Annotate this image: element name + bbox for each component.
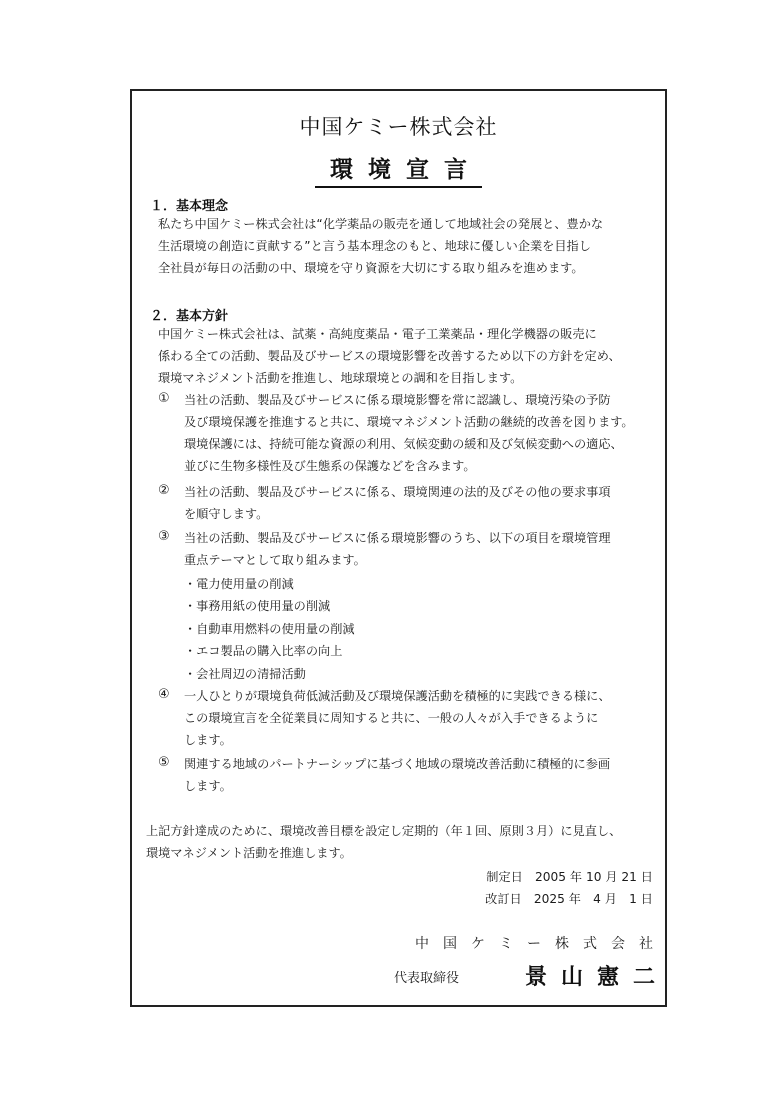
bullet-item: ・エコ製品の購入比率の向上 [184,644,343,658]
bullet-item: ・会社周辺の清掃活動 [184,667,306,681]
closing-line: 環境マネジメント活動を推進します。 [146,846,352,860]
section2-intro-line: 環境マネジメント活動を推進し、地球環境との調和を目指します。 [158,371,523,385]
section2-intro-line: 中国ケミー株式会社は、試薬・高純度薬品・電子工業薬品・理化学機器の販売に [158,327,597,341]
item-line: します。 [184,733,232,747]
item-line: します。 [184,779,232,793]
item-line: を順守します。 [184,507,269,521]
item-line: 及び環境保護を推進すると共に、環境マネジメント活動の継続的改善を図ります。 [184,415,634,429]
section1-line: 全社員が毎日の活動の中、環境を守り資源を大切にする取り組みを進めます。 [158,261,584,275]
section1-line: 生活環境の創造に貢献する”と言う基本理念のもと、地球に優しい企業を目指し [158,239,591,253]
signature-company: 中国ケミー株式会社 [415,936,667,952]
signature-name: 景山憲二 [524,965,669,990]
item-marker: ① [158,391,170,406]
item-line: 関連する地域のパートナーシップに基づく地域の環境改善活動に積極的に参画 [184,757,611,771]
item-marker: ④ [158,687,170,702]
item-line: この環境宣言を全従業員に周知すると共に、一般の人々が入手できるように [184,711,599,725]
signature-title: 代表取締役 [394,971,460,986]
item-marker: ② [158,483,170,498]
item-line: 当社の活動、製品及びサービスに係る、環境関連の法的及びその他の要求事項 [184,485,611,499]
declaration-title-wrap [132,151,665,184]
item-line: 当社の活動、製品及びサービスに係る環境影響を常に認識し、環境汚染の予防 [184,393,611,407]
item-line: 重点テーマとして取り組みます。 [184,553,366,567]
bullet-item: ・電力使用量の削減 [184,577,294,591]
item-line: 当社の活動、製品及びサービスに係る環境影響のうち、以下の項目を環境管理 [184,531,611,545]
bullet-item: ・事務用紙の使用量の削減 [184,599,331,613]
closing-line: 上記方針達成のために、環境改善目標を設定し定期的（年１回、原則３月）に見直し、 [146,824,622,838]
item-marker: ③ [158,529,170,544]
declaration-frame [130,89,667,1007]
item-line: 一人ひとりが環境負荷低減活動及び環境保護活動を積極的に実践できる様に、 [184,689,611,703]
established-date: 制定日 2005 年 10 月 21 日 [486,870,653,884]
section1-line: 私たち中国ケミー株式会社は“化学薬品の販売を通して地域社会の発展と、豊かな [158,217,604,231]
declaration-title: 環境宣言 [315,157,482,188]
item-marker: ⑤ [158,755,170,770]
section2-intro-line: 係わる全ての活動、製品及びサービスの環境影響を改善するため以下の方針を定め、 [158,349,621,363]
section1-heading: １．基本理念 [150,199,229,214]
revised-date: 改訂日 2025 年 4 月 1 日 [485,892,653,906]
section2-heading: ２．基本方針 [150,309,229,324]
company-title: 中国ケミー株式会社 [299,115,498,139]
item-line: 環境保護には、持続可能な資源の利用、気候変動の緩和及び気候変動への適応、 [184,437,623,451]
item-line: 並びに生物多様性及び生態系の保護などを含みます。 [184,459,476,473]
bullet-item: ・自動車用燃料の使用量の削減 [184,622,355,636]
